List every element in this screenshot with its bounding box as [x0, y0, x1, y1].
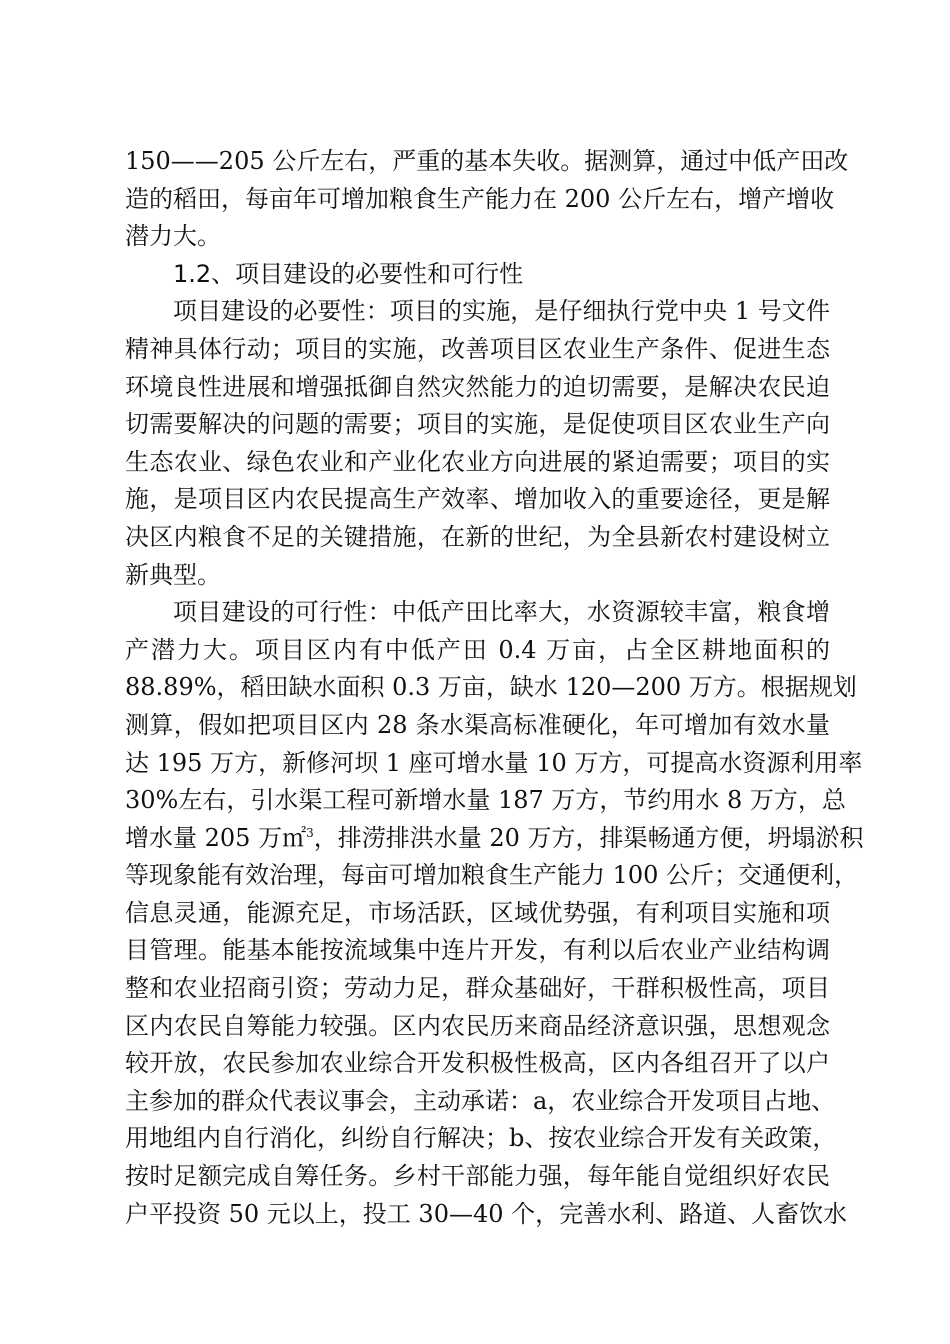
text-fragment: ，排涝排洪水量 20 万方，排渠畅通方便，坍塌淤积 — [313, 823, 864, 852]
text-line-m3 — [125, 820, 864, 858]
text-line: 测算，假如把项目区内 28 条水渠高标准硬化，年可增加有效水量 — [125, 710, 830, 739]
paragraph-yield — [125, 143, 849, 256]
paragraph-feasibility — [125, 594, 864, 1233]
text-line: 项目建设的必要性：项目的实施，是仔细执行党中央 1 号文件 — [173, 297, 830, 326]
text-line: 造的稻田，每亩年可增加粮食生产能力在 200 公斤左右，增产增收 — [125, 184, 835, 213]
text-line: 较开放，农民参加农业综合开发积极性极高，区内各组召开了以户 — [125, 1049, 830, 1078]
text-line: 项目建设的可行性：中低产田比率大，水资源较丰富，粮食增 — [173, 598, 830, 627]
text-line: 施，是项目区内农民提高生产效率、增加收入的重要途径，更是解 — [125, 485, 830, 514]
text-line: 决区内粮食不足的关键措施，在新的世纪，为全县新农村建设树立 — [125, 522, 830, 551]
text-fragment: 增水量 205 万㎡ — [125, 823, 307, 852]
text-line: 目管理。能基本能按流域集中连片开发，有利以后农业产业结构调 — [125, 936, 830, 965]
paragraph-necessity — [125, 293, 830, 594]
text-line: 达 195 万方，新修河坝 1 座可增水量 10 万方，可提高水资源利用率 — [125, 748, 863, 777]
text-line: 区内农民自筹能力较强。区内农民历来商品经济意识强，思想观念 — [125, 1011, 830, 1040]
text-line: 等现象能有效治理，每亩可增加粮食生产能力 100 公斤；交通便利， — [125, 861, 859, 890]
text-line: 环境良性进展和增强抵御自然灾然能力的迫切需要，是解决农民迫 — [125, 372, 830, 401]
text-line: 生态农业、绿色农业和产业化农业方向进展的紧迫需要；项目的实 — [125, 447, 830, 476]
text-line: 精神具体行动；项目的实施，改善项目区农业生产条件、促进生态 — [125, 334, 830, 363]
text-line: 150——205 公斤左右，严重的基本失收。据测算，通过中低产田改 — [125, 147, 849, 175]
text-line: 户平投资 50 元以上，投工 30—40 个，完善水利、路道、人畜饮水 — [125, 1199, 848, 1228]
text-line: 30%左右，引水渠工程可新增水量 187 万方，节约用水 8 万方，总 — [125, 786, 846, 815]
text-line: 按时足额完成自筹任务。乡村干部能力强，每年能自觉组织好农民 — [125, 1162, 830, 1191]
section-heading: 1.2、项目建设的必要性和可行性 — [173, 259, 524, 288]
text-line: 88.89%，稻田缺水面积 0.3 万亩，缺水 120—200 万方。根据规划 — [125, 673, 857, 702]
text-line: 潜力大。 — [125, 222, 221, 251]
text-line: 整和农业招商引资；劳动力足，群众基础好，干群积极性高，项目 — [125, 974, 830, 1003]
text-line: 信息灵通，能源充足，市场活跃，区域优势强，有利项目实施和项 — [125, 898, 830, 927]
text-line: 新典型。 — [125, 560, 221, 589]
text-line: 产潜力大。项目区内有中低产田 0.4 万亩，占全区耕地面积的 — [125, 635, 830, 664]
text-line: 主参加的群众代表议事会，主动承诺：a，农业综合开发项目占地、 — [125, 1086, 836, 1115]
document-body — [125, 143, 864, 1233]
superscript: 3 — [306, 825, 314, 840]
text-line: 切需要解决的问题的需要；项目的实施，是促使项目区农业生产向 — [125, 410, 830, 439]
text-line: 用地组内自行消化，纠纷自行解决；b、按农业综合开发有关政策， — [125, 1124, 837, 1153]
